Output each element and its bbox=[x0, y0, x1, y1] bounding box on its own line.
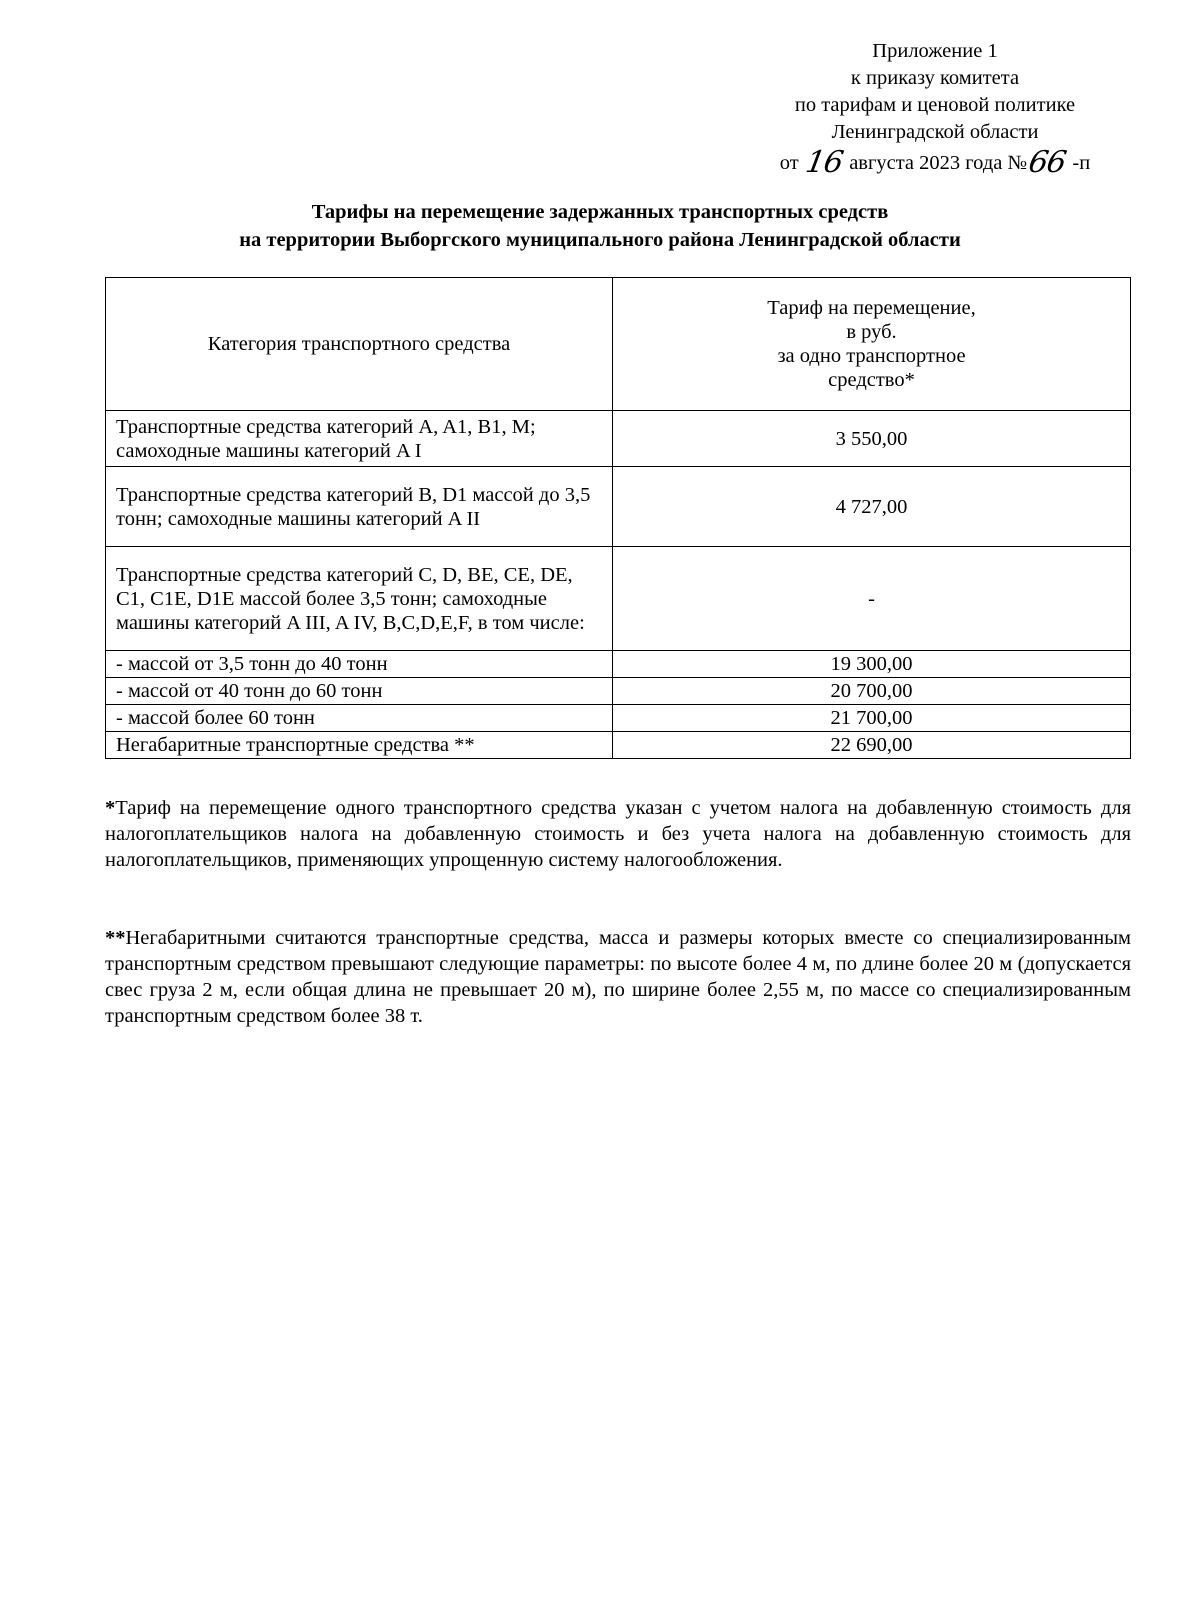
approval-number-handwritten: 66 bbox=[1025, 145, 1069, 180]
row-tariff: 22 690,00 bbox=[613, 732, 1131, 759]
table-row bbox=[106, 732, 1131, 759]
header-tariff-line-3: за одно транспортное bbox=[777, 345, 966, 367]
row-category: Негабаритные транспортные средства ** bbox=[106, 732, 613, 759]
row-tariff: 20 700,00 bbox=[613, 678, 1131, 705]
row-category: Транспортные средства категорий A, A1, B1, M; самоходные машины категорий A I bbox=[106, 411, 613, 467]
footnote-vat bbox=[105, 795, 1131, 873]
row-category: Транспортные средства категорий B, D1 массой до 3,5 тонн; самоходные машины категорий A II bbox=[106, 467, 613, 547]
table-header-row bbox=[106, 278, 1131, 411]
row-category: - массой от 40 тонн до 60 тонн bbox=[106, 678, 613, 705]
row-tariff: 4 727,00 bbox=[613, 467, 1131, 547]
footnote-vat-text: Тариф на перемещение одного транспортного средства указан с учетом налога на добавленную стоимость для налогоплательщиков налога на добавленную стоимость и без учета налога на добавленную стоимость для налогоплательщиков, применяющих упрощенную систему налогообложения. bbox=[105, 797, 1131, 871]
approval-block bbox=[740, 38, 1130, 180]
title-line-1: Тарифы на перемещение задержанных транспортных средств bbox=[311, 201, 889, 223]
footnote-oversized-text: Негабаритными считаются транспортные средства, масса и размеры которых вместе со специализированным транспортным средством превышают следующие параметры: по высоте более 4 м, по длине более 20 м (допускается свес груза 2 м, если общая длина не превышает 20 м), по ширине более 2,55 м, по массе со специализированным транспортным средством более 38 т. bbox=[105, 927, 1131, 1027]
footnote-oversized bbox=[105, 925, 1131, 1029]
row-category: - массой более 60 тонн bbox=[106, 705, 613, 732]
approval-line-3: по тарифам и ценовой политике bbox=[794, 94, 1076, 116]
row-tariff: - bbox=[613, 547, 1131, 651]
approval-line-2: к приказу комитета bbox=[850, 67, 1020, 89]
approval-date-line bbox=[740, 145, 1130, 180]
row-tariff: 19 300,00 bbox=[613, 651, 1131, 678]
table-row bbox=[106, 678, 1131, 705]
row-tariff: 3 550,00 bbox=[613, 411, 1131, 467]
approval-number-suffix: -п bbox=[1072, 152, 1091, 174]
header-tariff bbox=[613, 278, 1131, 411]
approval-line-1: Приложение 1 bbox=[872, 40, 998, 62]
table-row bbox=[106, 651, 1131, 678]
row-tariff: 21 700,00 bbox=[613, 705, 1131, 732]
table-row bbox=[106, 547, 1131, 651]
approval-month-year: августа 2023 года № bbox=[849, 152, 1028, 174]
row-category: Транспортные средства категорий C, D, BE, CE, DE, C1, C1E, D1E массой более 3,5 тонн; самоходные машины категорий A III, A IV, B,C,D,E,F, в том числе: bbox=[106, 547, 613, 651]
header-tariff-line-2: в руб. bbox=[846, 321, 897, 343]
approval-line-4: Ленинградской области bbox=[831, 121, 1039, 143]
header-tariff-line-1: Тариф на перемещение, bbox=[767, 297, 976, 319]
footnote-marker-single: * bbox=[105, 797, 116, 819]
table-row bbox=[106, 411, 1131, 467]
document-title bbox=[100, 198, 1100, 254]
table-row bbox=[106, 705, 1131, 732]
footnote-marker-double: ** bbox=[105, 927, 126, 949]
title-line-2: на территории Выборгского муниципального района Ленинградской области bbox=[239, 229, 961, 251]
table-row bbox=[106, 467, 1131, 547]
header-tariff-line-4: средство* bbox=[828, 369, 915, 391]
tariff-table bbox=[105, 277, 1131, 759]
approval-date-prefix: от bbox=[779, 152, 799, 174]
approval-day-handwritten: 16 bbox=[802, 145, 846, 180]
row-category: - массой от 3,5 тонн до 40 тонн bbox=[106, 651, 613, 678]
header-category: Категория транспортного средства bbox=[106, 278, 613, 411]
